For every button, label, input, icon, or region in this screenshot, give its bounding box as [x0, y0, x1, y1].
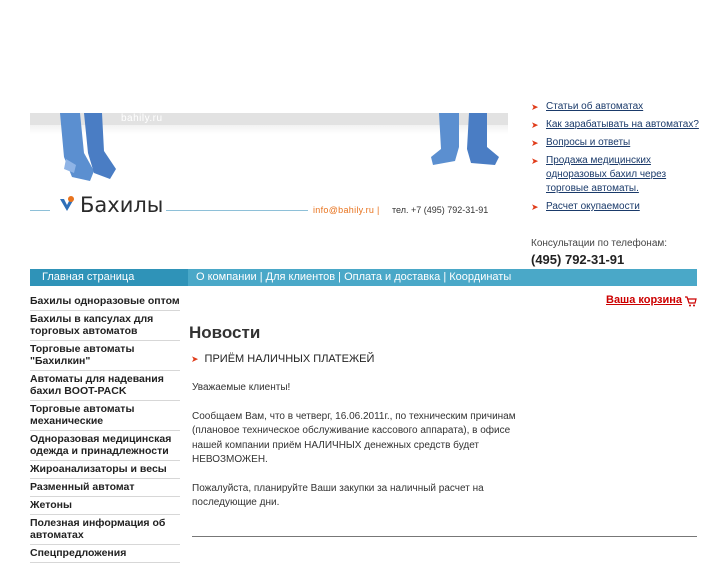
nav-clients[interactable]: Для клиентов — [265, 271, 336, 283]
arrow-icon: ➤ — [531, 156, 539, 166]
logo-text[interactable]: Бахилы — [80, 193, 164, 217]
left-menu-item[interactable]: Жироанализаторы и весы — [30, 461, 180, 479]
logo-line-right — [166, 210, 308, 211]
news-headline[interactable]: ➤ ПРИЁМ НАЛИЧНЫХ ПЛАТЕЖЕЙ — [191, 353, 375, 365]
left-menu-item[interactable]: Автоматы для надевания бахил BOOT-PACK — [30, 371, 180, 401]
left-menu-item[interactable]: Торговые автоматы механические — [30, 401, 180, 431]
arrow-icon: ➤ — [531, 138, 539, 148]
right-links-list — [531, 100, 701, 218]
news-body — [192, 381, 522, 525]
page-title: Новости — [189, 323, 261, 342]
left-menu-item[interactable]: Бахилы в капсулах для торговых автоматов — [30, 311, 180, 341]
left-menu-item[interactable]: Спецпредложения — [30, 545, 180, 563]
logo-icon — [57, 195, 77, 215]
banner-domain: bahily.ru — [121, 113, 163, 124]
nav-contacts[interactable]: Координаты — [449, 271, 512, 283]
right-link-earn[interactable]: ➤ Как зарабатывать на автоматах? — [531, 119, 699, 130]
left-menu — [30, 293, 180, 563]
left-menu-item[interactable]: Торговые автоматы "Бахилкин" — [30, 341, 180, 371]
left-menu-item[interactable]: Полезная информация об автоматах — [30, 515, 180, 545]
nav-home[interactable]: Главная страница — [30, 269, 188, 286]
nav-about[interactable]: О компании — [196, 271, 257, 283]
left-menu-item[interactable]: Бахилы одноразовые оптом — [30, 293, 180, 311]
content-divider — [192, 536, 697, 537]
logo-line-left — [30, 210, 50, 211]
shoe-covers-right-image — [425, 113, 505, 173]
consult-phone: (495) 792-31-91 — [531, 252, 625, 267]
header-email[interactable]: info@bahily.ru | — [313, 205, 380, 215]
nav-separator: | — [443, 271, 450, 283]
nav-items — [196, 269, 511, 286]
right-link-faq[interactable]: ➤ Вопросы и ответы — [531, 137, 631, 148]
arrow-icon: ➤ — [191, 354, 199, 364]
header-phone: тел. +7 (495) 792-31-91 — [392, 205, 489, 215]
arrow-icon: ➤ — [531, 102, 539, 112]
left-menu-item[interactable]: Жетоны — [30, 497, 180, 515]
arrow-icon: ➤ — [531, 120, 539, 130]
cart-link[interactable]: Ваша корзина — [606, 294, 683, 306]
arrow-icon: ➤ — [531, 202, 539, 212]
shoe-covers-left-image — [50, 113, 120, 193]
news-paragraph: Пожалуйста, планируйте Ваши закупки за наличный расчет на последующие дни. — [192, 482, 484, 508]
consult-label: Консультации по телефонам: — [531, 238, 668, 249]
left-menu-item[interactable]: Разменный автомат — [30, 479, 180, 497]
nav-separator: | — [259, 271, 266, 283]
news-greeting: Уважаемые клиенты! — [192, 382, 291, 393]
left-menu-item[interactable]: Одноразовая медицинская одежда и принадлежности — [30, 431, 180, 461]
nav-separator: | — [338, 271, 345, 283]
cart-icon[interactable] — [685, 296, 697, 307]
news-paragraph: Сообщаем Вам, что в четверг, 16.06.2011г., по техническим причинам (плановое техническое обслуживание кассового аппарата), в офисе нашей компании приём НАЛИЧНЫХ денежных средств будет НЕВОЗМОЖЕН. — [192, 410, 516, 465]
right-link-payback[interactable]: ➤ Расчет окупаемости — [531, 201, 640, 212]
nav-payment[interactable]: Оплата и доставка — [344, 271, 441, 283]
right-link-articles[interactable]: ➤ Статьи об автоматах — [531, 101, 644, 112]
right-link-sales[interactable]: ➤ Продажа медицинских одноразовых бахил через торговые автоматы. — [531, 155, 667, 194]
